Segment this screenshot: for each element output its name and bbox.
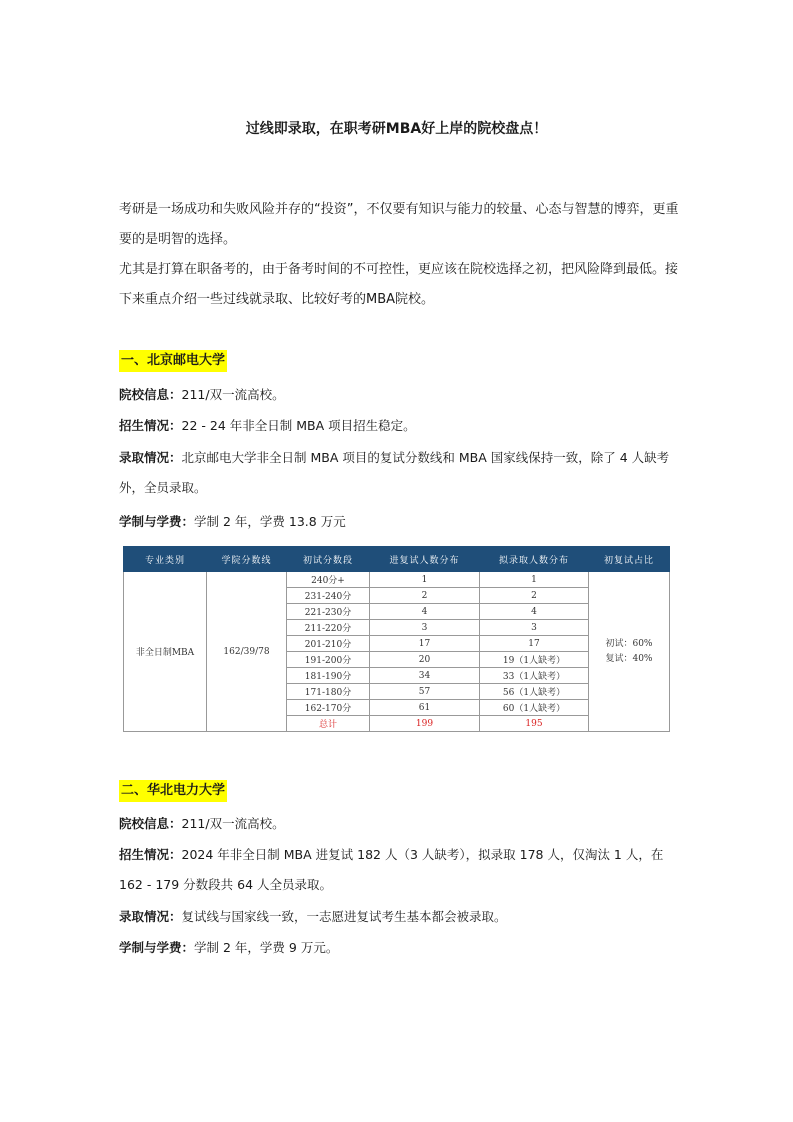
value: 复试线与国家线一致，一志愿进复试考生基本都会被录取。: [181, 909, 507, 924]
school-heading-bupt: 一、北京邮电大学: [119, 350, 227, 372]
cell-interview: 34: [370, 668, 480, 684]
value: 学制 2 年，学费 9 万元。: [194, 940, 339, 955]
school2-info: [119, 809, 679, 839]
cell-range: 162-170分: [287, 700, 370, 716]
cell-total-label: 总计: [287, 716, 370, 732]
cell-category: 非全日制MBA: [124, 572, 207, 732]
cell-cutoff: 162/39/78: [207, 572, 287, 732]
page-title: 过线即录取，在职考研MBA好上岸的院校盘点！: [245, 121, 548, 137]
value: 2024 年非全日制 MBA 进复试 182 人（3 人缺考），拟录取 178 人，仅淘汰 1 人，在 162 - 179 分数段共 64 人全员录取。: [119, 847, 664, 892]
label: 录取情况：: [119, 450, 182, 465]
header-ratio: 初复试占比: [589, 547, 670, 572]
cell-admit: 1: [480, 572, 589, 588]
cell-total-interview: 199: [370, 716, 480, 732]
cell-admit: 4: [480, 604, 589, 620]
table-header-row: [124, 547, 670, 572]
cell-range: 181-190分: [287, 668, 370, 684]
cell-range: 191-200分: [287, 652, 370, 668]
cell-range: 240分+: [287, 572, 370, 588]
cell-interview: 17: [370, 636, 480, 652]
label: 招生情况：: [119, 418, 182, 433]
cell-ratio: [589, 572, 670, 732]
cell-total-admit: 195: [480, 716, 589, 732]
value: 211/双一流高校。: [181, 387, 285, 402]
label: 院校信息：: [119, 816, 182, 831]
cell-interview: 1: [370, 572, 480, 588]
header-admit-count: 拟录取人数分布: [480, 547, 589, 572]
school-heading-ncepu: 二、华北电力大学: [119, 780, 227, 802]
school2-tuition: [119, 933, 679, 963]
cell-admit: 17: [480, 636, 589, 652]
label: 院校信息：: [119, 387, 182, 402]
cell-range: 201-210分: [287, 636, 370, 652]
cell-range: 211-220分: [287, 620, 370, 636]
cell-interview: 61: [370, 700, 480, 716]
school2-recruit: [119, 840, 679, 900]
header-cutoff: 学院分数线: [207, 547, 287, 572]
cell-interview: 2: [370, 588, 480, 604]
intro-paragraph-2: 尤其是打算在职备考的，由于备考时间的不可控性，更应该在院校选择之初，把风险降到最低。接下来重点介绍一些过线就录取、比较好考的MBA院校。: [119, 262, 679, 307]
cell-admit: 3: [480, 620, 589, 636]
cell-interview: 4: [370, 604, 480, 620]
ratio-interview: 复试：40%: [605, 653, 653, 664]
cell-admit: 56（1人缺考）: [480, 684, 589, 700]
ratio-initial: 初试：60%: [605, 638, 653, 649]
school2-admit: [119, 902, 679, 932]
value: 211/双一流高校。: [181, 816, 285, 831]
label: 录取情况：: [119, 909, 182, 924]
value: 北京邮电大学非全日制 MBA 项目的复试分数线和 MBA 国家线保持一致，除了 4 人缺考外，全员录取。: [119, 450, 670, 495]
header-score-range: 初试分数段: [287, 547, 370, 572]
cell-admit: 2: [480, 588, 589, 604]
cell-interview: 3: [370, 620, 480, 636]
header-interview-count: 进复试人数分布: [370, 547, 480, 572]
school1-tuition: [119, 507, 679, 537]
value: 学制 2 年，学费 13.8 万元: [194, 514, 346, 529]
label: 学制与学费：: [119, 940, 195, 955]
cell-range: 221-230分: [287, 604, 370, 620]
school1-info: [119, 380, 679, 410]
school1-admit: [119, 443, 679, 503]
admission-table: [123, 546, 670, 732]
cell-range: 231-240分: [287, 588, 370, 604]
cell-interview: 20: [370, 652, 480, 668]
intro-paragraph-1: 考研是一场成功和失败风险并存的“投资”，不仅要有知识与能力的较量、心态与智慧的博弈，更重要的是明智的选择。: [119, 202, 679, 247]
cell-range: 171-180分: [287, 684, 370, 700]
label: 招生情况：: [119, 847, 182, 862]
cell-interview: 57: [370, 684, 480, 700]
cell-admit: 60（1人缺考）: [480, 700, 589, 716]
school1-recruit: [119, 411, 679, 441]
table-row: [124, 572, 670, 588]
label: 学制与学费：: [119, 514, 195, 529]
header-category: 专业类别: [124, 547, 207, 572]
cell-admit: 33（1人缺考）: [480, 668, 589, 684]
cell-admit: 19（1人缺考）: [480, 652, 589, 668]
value: 22 - 24 年非全日制 MBA 项目招生稳定。: [181, 418, 416, 433]
